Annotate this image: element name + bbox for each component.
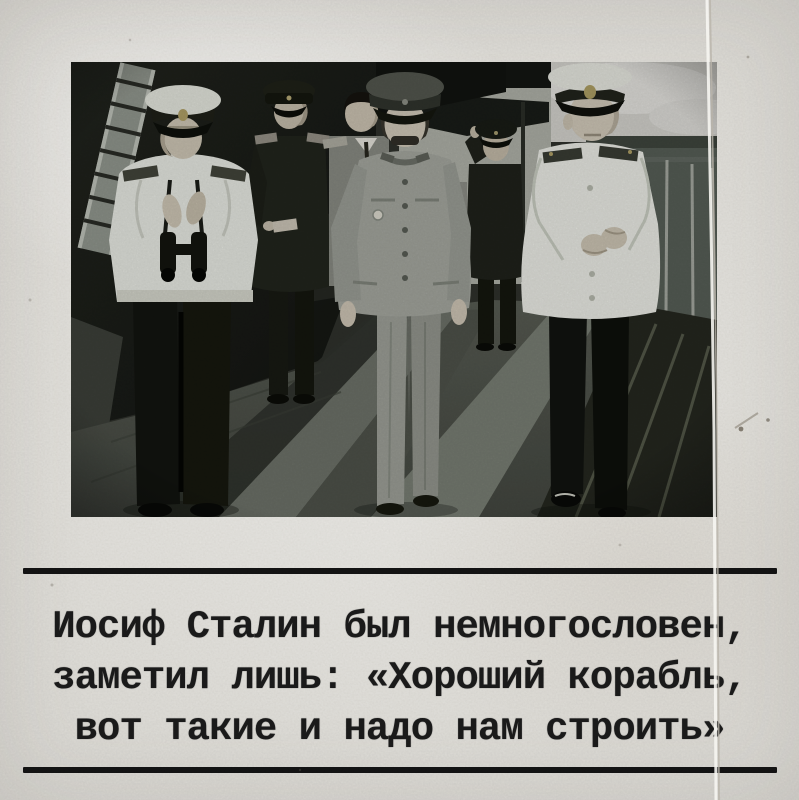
caption-line-2: заметил лишь: «Хороший корабль, xyxy=(52,656,747,700)
divider-bottom xyxy=(23,767,777,773)
photo-vignette xyxy=(71,62,717,517)
photo-scene xyxy=(71,62,717,517)
historical-photo xyxy=(71,62,717,517)
caption-line-3: вот такие и надо нам строить» xyxy=(74,707,725,751)
caption-block xyxy=(0,602,799,755)
divider-top xyxy=(23,568,777,574)
caption-line-1: Иосиф Сталин был немногословен, xyxy=(52,605,747,649)
